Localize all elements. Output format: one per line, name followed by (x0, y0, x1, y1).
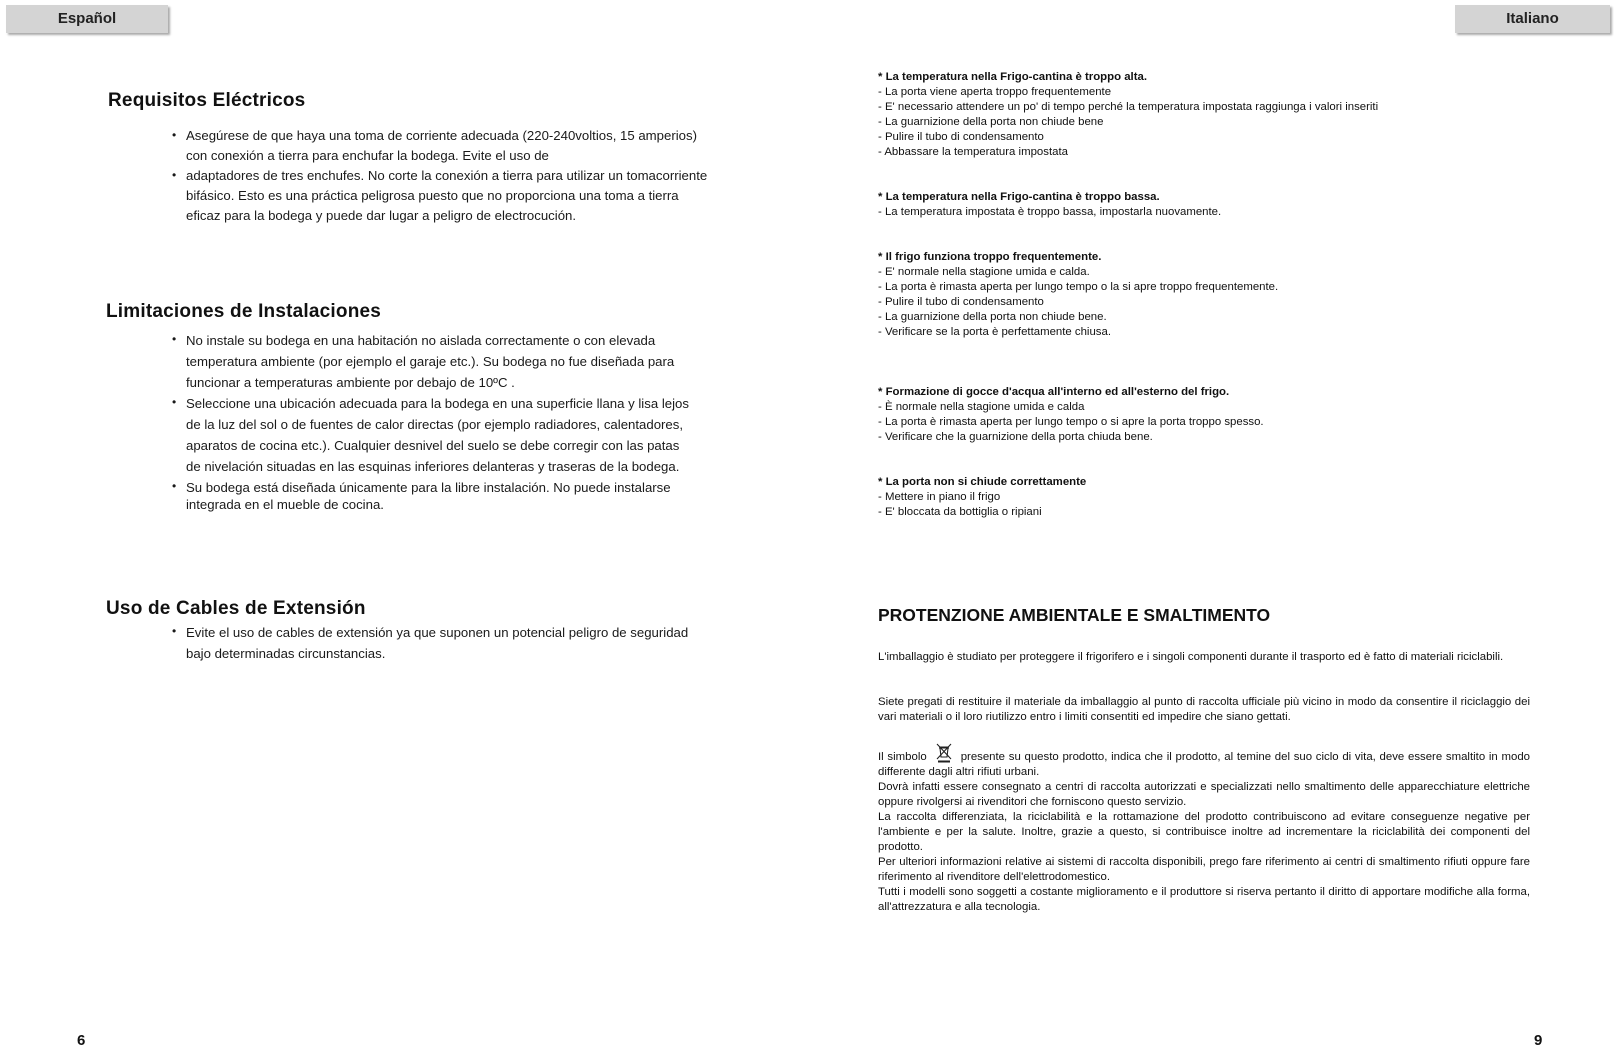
question: * Formazione di gocce d'acqua all'interno ed all'esterno del frigo. (878, 386, 1230, 398)
list-item: • Su bodega está diseñada únicamente para la libre instalación. No puede instalarse integrada en el mueble de cocina. (172, 479, 692, 513)
list-item: • No instale su bodega en una habitación no aislada correctamente o con elevada temperatura ambiente (por ejemplo el garaje etc.). Su bodega no fue diseñada para funcionar a temperaturas ambiente por debajo de 10ºC . (172, 330, 692, 393)
protection-title: PROTENZIONE AMBIENTALE E SMALTIMENTO (878, 605, 1271, 625)
extension-cables-list (172, 622, 692, 664)
answer: - Verificare che la guarnizione della porta chiuda bene. (878, 431, 1153, 443)
list-item: • Asegúrese de que haya una toma de corriente adecuada (220-240voltios, 15 amperios) con conexión a tierra para enchufar la bodega. Evite el uso de (172, 126, 712, 166)
answer: - La porta è rimasta aperta per lungo tempo o la si apre troppo frequentemente. (878, 281, 1279, 293)
answer: - Mettere in piano il frigo (878, 491, 1001, 503)
protection-paragraph: La raccolta differenziata, la riciclabilità e la rottamazione del prodotto contribuiscono ad evitare conseguenze negative per l'ambiente e per la salute. Inoltre, grazie a questo, si contribuisce inoltre ad incrementare la riciclabilità dei componenti del prodotto. (878, 811, 1530, 853)
answer: - La porta è rimasta aperta per lungo tempo o si apre la porta troppo spesso. (878, 416, 1264, 428)
installation-limits-list (172, 330, 692, 513)
section-title-installation: Limitaciones de Instalaciones (106, 301, 382, 322)
list-item: • adaptadores de tres enchufes. No corte la conexión a tierra para utilizar un tomacorriente bifásico. Esto es una práctica peligrosa puesto que no proporciona una toma a tierra eficaz para la bodega y puede dar lugar a peligro de electrocución. (172, 166, 712, 226)
protection-paragraph: Siete pregati di restituire il materiale da imballaggio al punto di raccolta ufficiale più vicino in modo da consentire il riciclaggio dei vari materiali o il loro riutilizzo entro i limiti consentiti ed impedire che siano gettati. (878, 696, 1530, 723)
list-item: • Seleccione una ubicación adecuada para la bodega en una superficie llana y lisa lejos de la luz del sol o de fuentes de calor directas (por ejemplo radiadores, calentadores, aparatos de cocina etc.). Cualquier desnivel del suelo se debe corregir con las patas de nivelación situadas en las esquinas inferiores delanteras y traseras de la bodega. (172, 393, 692, 477)
answer: - La porta viene aperta troppo frequentemente (878, 86, 1112, 98)
answer: - E' necessario attendere un po' di tempo perché la temperatura impostata raggiunga i valori inseriti (878, 101, 1379, 113)
protection-paragraph: Dovrà infatti essere consegnato a centri di raccolta autorizzati e specializzati nello smaltimento delle apparecchiature elettriche oppure rivolgersi ai rivenditori che forniscono questo servizio. (878, 781, 1530, 808)
electrical-requirements-list (172, 126, 712, 226)
question: * La temperatura nella Frigo-cantina è troppo bassa. (878, 191, 1160, 203)
question: * Il frigo funziona troppo frequentemente. (878, 251, 1102, 263)
section-title-extension-cables: Uso de Cables de Extensión (106, 598, 366, 619)
symbol-prefix: Il simbolo (878, 751, 927, 763)
answer: - La temperatura impostata è troppo bassa, impostarla nuovamente. (878, 206, 1222, 218)
answer: - Verificare se la porta è perfettamente chiusa. (878, 326, 1111, 338)
answer: - E' normale nella stagione umida e calda. (878, 266, 1090, 278)
troubleshooting-runs-often (878, 250, 1578, 340)
troubleshooting-door (878, 475, 1578, 520)
language-tab-spanish: Español (6, 5, 168, 33)
answer: - Pulire il tubo di condensamento (878, 131, 1044, 143)
weee-crossed-bin-icon (935, 743, 953, 763)
answer: - Abbassare la temperatura impostata (878, 146, 1068, 158)
protection-disposal-text (878, 743, 1530, 915)
protection-paragraph: Per ulteriori informazioni relative ai sistemi di raccolta disponibili, prego fare riferimento ai centri di smaltimento rifiuti oppure fare riferimento al rivenditore dell'elettrodomestico. (878, 856, 1530, 883)
answer: - La guarnizione della porta non chiude bene. (878, 311, 1107, 323)
question: * La porta non si chiude correttamente (878, 476, 1087, 488)
answer: - E' bloccata da bottiglia o ripiani (878, 506, 1042, 518)
troubleshooting-water-drops (878, 385, 1578, 445)
section-title-electrical: Requisitos Eléctricos (108, 90, 306, 111)
answer: - La guarnizione della porta non chiude bene (878, 116, 1104, 128)
language-tab-italian: Italiano (1455, 5, 1610, 33)
question: * La temperatura nella Frigo-cantina è troppo alta. (878, 71, 1147, 83)
symbol-suffix: presente su questo prodotto, indica che il prodotto, al temine del suo ciclo di vita, deve essere smaltito in modo differente dagli altri rifiuti urbani. (878, 751, 1530, 778)
page-number-left: 6 (77, 1032, 86, 1049)
list-item: • Evite el uso de cables de extensión ya que suponen un potencial peligro de seguridad bajo determinadas circunstancias. (172, 622, 692, 664)
page-number-right: 9 (1534, 1032, 1543, 1049)
answer: - Pulire il tubo di condensamento (878, 296, 1044, 308)
protection-paragraph: Tutti i modelli sono soggetti a costante miglioramento e il produttore si riserva pertanto il diritto di apportare modifiche alla forma, all'attrezzatura e alla tecnologia. (878, 886, 1530, 913)
troubleshooting-temp-low (878, 190, 1578, 220)
answer: - È normale nella stagione umida e calda (878, 401, 1085, 413)
troubleshooting-temp-high (878, 70, 1578, 160)
protection-paragraph: L'imballaggio è studiato per proteggere il frigorifero e i singoli componenti durante il trasporto ed è fatto di materiali riciclabili. (878, 651, 1504, 663)
